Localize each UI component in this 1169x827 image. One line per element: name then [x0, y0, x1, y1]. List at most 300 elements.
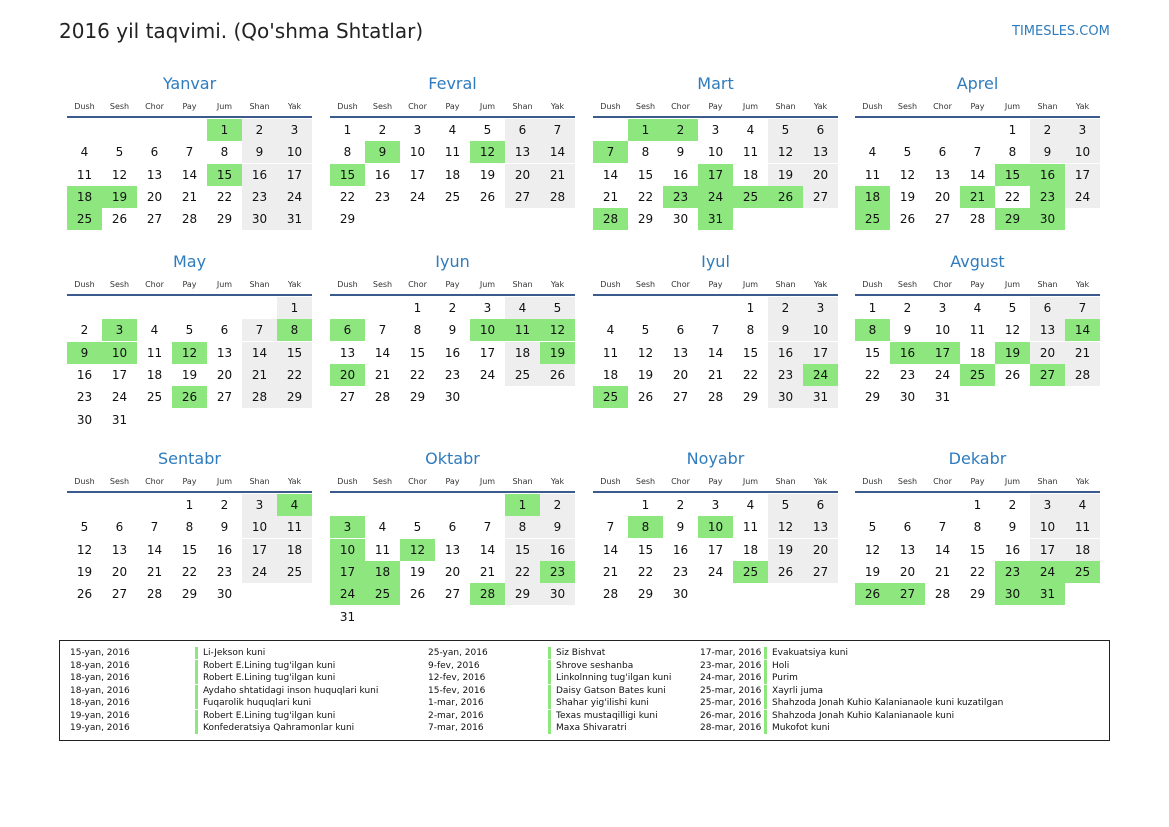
day-cell: 27 — [111, 587, 128, 602]
legend-row — [70, 722, 450, 734]
holiday-day-cell: 6 — [330, 319, 365, 341]
day-cell: 26 — [409, 587, 426, 602]
day-cell: 21 — [707, 367, 724, 382]
day-cell: 20 — [216, 367, 233, 382]
day-cell: 1 — [413, 301, 422, 315]
day-cell: 5 — [768, 119, 803, 141]
day-cell: 14 — [602, 167, 619, 182]
day-cell: 12 — [1004, 323, 1021, 338]
day-cell: 30 — [216, 587, 233, 602]
month-name: May — [172, 252, 207, 271]
day-cell: 27 — [505, 186, 540, 208]
day-cell: 8 — [413, 323, 422, 338]
holiday-day-cell: 25 — [733, 186, 768, 208]
day-cell: 3 — [711, 498, 720, 512]
month-name: Fevral — [428, 74, 477, 93]
day-cell: 28 — [969, 212, 986, 227]
day-cell: 19 — [479, 167, 496, 182]
day-cell: 23 — [216, 564, 233, 579]
holiday-name: Fuqarolik huquqlari kuni — [203, 698, 312, 708]
day-cell: 27 — [934, 212, 951, 227]
weekday-label: Sesh — [372, 280, 393, 289]
weekday-label: Chor — [933, 280, 952, 289]
holiday-day-cell: 20 — [330, 364, 365, 386]
weekday-label: Dush — [337, 477, 358, 486]
day-cell: 28 — [934, 587, 951, 602]
day-cell: 23 — [76, 390, 93, 405]
weekday-label: Shan — [512, 477, 533, 486]
month-name: Aprel — [956, 74, 999, 93]
weekday-header — [855, 102, 1100, 114]
day-cell: 22 — [339, 189, 356, 204]
day-cell: 1 — [868, 301, 877, 315]
holiday-date: 25-mar, 2016 — [700, 685, 762, 696]
month-rule — [855, 491, 1100, 493]
day-cell: 20 — [1030, 342, 1065, 364]
holiday-date: 15-yan, 2016 — [70, 648, 130, 658]
holiday-day-cell: 25 — [855, 208, 890, 230]
weekday-label: Pay — [445, 477, 460, 486]
day-cell: 13 — [339, 345, 356, 360]
holiday-day-cell: 9 — [67, 342, 102, 364]
weekday-header — [67, 280, 312, 292]
weekday-label: Jum — [479, 477, 496, 486]
day-cell: 6 — [676, 323, 685, 338]
day-cell: 28 — [602, 587, 619, 602]
weekday-label: Jum — [742, 280, 759, 289]
day-cell: 3 — [711, 123, 720, 137]
day-cell: 30 — [76, 412, 93, 427]
day-cell: 31 — [803, 386, 838, 408]
holiday-day-cell: 25 — [593, 386, 628, 408]
brand-link[interactable]: TIMESLES.COM — [1012, 24, 1110, 39]
day-cell: 10 — [1030, 516, 1065, 538]
day-cell: 19 — [181, 367, 198, 382]
weekday-label: Shan — [775, 102, 796, 111]
month-rule — [855, 294, 1100, 296]
day-cell: 7 — [483, 520, 492, 535]
day-cell: 14 — [934, 542, 951, 557]
weekday-label: Jum — [742, 102, 759, 111]
day-cell: 20 — [505, 164, 540, 186]
weekday-label: Chor — [145, 477, 164, 486]
weekday-label: Dush — [74, 477, 95, 486]
holiday-day-cell: 24 — [1030, 561, 1065, 583]
weekday-label: Jum — [742, 477, 759, 486]
holiday-name: Konfederatsiya Qahramonlar kuni — [203, 723, 355, 733]
holiday-day-cell: 27 — [890, 583, 925, 605]
weekday-label: Sesh — [635, 102, 656, 111]
day-cell: 8 — [973, 520, 982, 535]
legend-row — [70, 672, 450, 684]
holiday-day-cell: 12 — [470, 141, 505, 163]
holiday-day-cell: 26 — [855, 583, 890, 605]
day-cell: 20 — [444, 564, 461, 579]
day-cell: 4 — [746, 498, 755, 512]
holiday-marker — [548, 647, 551, 659]
weekday-label: Chor — [671, 477, 690, 486]
day-cell: 20 — [672, 367, 689, 382]
weekday-label: Yak — [550, 102, 565, 111]
holiday-day-cell: 23 — [540, 561, 575, 583]
holiday-day-cell: 10 — [330, 539, 365, 561]
weekday-label: Shan — [775, 477, 796, 486]
day-cell: 13 — [803, 516, 838, 538]
weekday-label: Yak — [287, 280, 302, 289]
holiday-day-cell: 8 — [628, 516, 663, 538]
holiday-marker — [764, 710, 767, 722]
holiday-day-cell: 26 — [768, 186, 803, 208]
day-cell: 25 — [277, 561, 312, 583]
day-cell: 23 — [374, 189, 391, 204]
day-cell: 17 — [1030, 539, 1065, 561]
day-cell: 12 — [768, 516, 803, 538]
day-cell: 30 — [540, 583, 575, 605]
weekday-label: Yak — [550, 280, 565, 289]
day-cell: 22 — [181, 564, 198, 579]
holiday-day-cell: 29 — [995, 208, 1030, 230]
day-cell: 21 — [146, 564, 163, 579]
day-cell: 3 — [242, 494, 277, 516]
day-cell: 21 — [242, 364, 277, 386]
day-cell: 9 — [448, 323, 457, 338]
legend-row — [70, 685, 450, 697]
day-cell: 3 — [483, 301, 492, 315]
day-cell: 8 — [746, 323, 755, 338]
holiday-marker — [195, 697, 198, 709]
day-cell: 26 — [540, 364, 575, 386]
day-cell: 6 — [115, 520, 124, 535]
day-cell: 9 — [676, 145, 685, 160]
day-cell: 3 — [1030, 494, 1065, 516]
day-cell: 6 — [448, 520, 457, 535]
day-cell: 22 — [637, 564, 654, 579]
holiday-day-cell: 15 — [207, 164, 242, 186]
day-cell: 17 — [409, 167, 426, 182]
day-cell: 5 — [641, 323, 650, 338]
day-cell: 9 — [768, 319, 803, 341]
weekday-label: Sesh — [109, 280, 130, 289]
day-cell: 29 — [637, 212, 654, 227]
day-cell: 4 — [606, 323, 615, 338]
day-cell: 25 — [146, 390, 163, 405]
day-cell: 28 — [374, 390, 391, 405]
holiday-day-cell: 17 — [925, 342, 960, 364]
day-cell: 11 — [864, 167, 881, 182]
day-cell: 15 — [742, 345, 759, 360]
weekday-label: Chor — [933, 477, 952, 486]
month-rule — [67, 294, 312, 296]
day-cell: 21 — [1065, 342, 1100, 364]
day-cell: 6 — [803, 119, 838, 141]
day-cell: 12 — [637, 345, 654, 360]
holiday-day-cell: 16 — [1030, 164, 1065, 186]
day-cell: 24 — [111, 390, 128, 405]
holiday-marker — [195, 647, 198, 659]
day-cell: 30 — [444, 390, 461, 405]
day-cell: 4 — [378, 520, 387, 535]
day-cell: 13 — [934, 167, 951, 182]
holiday-name: Shrove seshanba — [556, 660, 634, 671]
legend-row — [700, 722, 1080, 734]
weekday-label: Pay — [182, 477, 197, 486]
holiday-day-cell: 26 — [172, 386, 207, 408]
holiday-date: 17-mar, 2016 — [700, 648, 762, 658]
day-cell: 18 — [1065, 539, 1100, 561]
holiday-name: Texas mustaqilligi kuni — [556, 710, 658, 721]
holiday-name: Evakuatsiya kuni — [772, 648, 848, 658]
day-cell: 18 — [146, 367, 163, 382]
holiday-date: 23-mar, 2016 — [700, 660, 762, 671]
weekday-label: Sesh — [109, 477, 130, 486]
weekday-label: Shan — [1037, 477, 1058, 486]
weekday-label: Chor — [671, 280, 690, 289]
day-cell: 5 — [1008, 301, 1017, 315]
day-cell: 14 — [479, 542, 496, 557]
weekday-label: Dush — [862, 102, 883, 111]
holiday-day-cell: 3 — [330, 516, 365, 538]
day-cell: 7 — [1065, 297, 1100, 319]
holiday-day-cell: 15 — [995, 164, 1030, 186]
weekday-label: Chor — [145, 280, 164, 289]
weekday-label: Sesh — [897, 477, 918, 486]
holiday-name: Shahzoda Jonah Kuhio Kalanianaole kuni kuzatilgan — [772, 698, 1004, 708]
day-cell: 6 — [1030, 297, 1065, 319]
day-cell: 10 — [934, 323, 951, 338]
month-rule — [330, 491, 575, 493]
holiday-date: 9-fev, 2016 — [428, 660, 480, 671]
holiday-day-cell: 23 — [995, 561, 1030, 583]
holiday-name: Robert E.Lining tug'ilgan kuni — [203, 710, 336, 721]
day-cell: 11 — [1065, 516, 1100, 538]
holiday-day-cell: 25 — [1065, 561, 1100, 583]
holiday-day-cell: 8 — [277, 319, 312, 341]
holiday-day-cell: 3 — [102, 319, 137, 341]
day-cell: 10 — [803, 319, 838, 341]
day-cell: 28 — [1065, 364, 1100, 386]
holiday-marker — [195, 672, 198, 684]
day-cell: 19 — [864, 564, 881, 579]
holiday-day-cell: 25 — [960, 364, 995, 386]
day-cell: 15 — [409, 345, 426, 360]
day-cell: 15 — [637, 167, 654, 182]
day-cell: 1 — [277, 297, 312, 319]
holiday-date: 19-yan, 2016 — [70, 710, 130, 721]
day-cell: 17 — [707, 542, 724, 557]
holiday-day-cell: 1 — [207, 119, 242, 141]
day-cell: 22 — [742, 367, 759, 382]
day-cell: 16 — [216, 542, 233, 557]
day-cell: 15 — [637, 542, 654, 557]
holiday-day-cell: 19 — [540, 342, 575, 364]
weekday-label: Pay — [445, 280, 460, 289]
holiday-day-cell: 19 — [995, 342, 1030, 364]
holiday-marker — [764, 697, 767, 709]
holiday-day-cell: 25 — [67, 208, 102, 230]
day-cell: 11 — [742, 520, 759, 535]
day-cell: 13 — [1030, 319, 1065, 341]
day-cell: 30 — [672, 212, 689, 227]
legend-row — [70, 647, 450, 659]
weekday-label: Pay — [708, 280, 723, 289]
day-cell: 18 — [742, 542, 759, 557]
weekday-label: Pay — [182, 280, 197, 289]
weekday-label: Chor — [145, 102, 164, 111]
day-cell: 30 — [672, 587, 689, 602]
day-cell: 17 — [277, 164, 312, 186]
weekday-header — [67, 477, 312, 489]
holiday-name: Daisy Gatson Bates kuni — [556, 685, 666, 696]
day-cell: 22 — [637, 189, 654, 204]
day-cell: 20 — [803, 164, 838, 186]
day-cell: 13 — [111, 542, 128, 557]
legend-row — [700, 697, 1080, 709]
weekday-label: Jum — [216, 280, 233, 289]
holiday-day-cell: 9 — [365, 141, 400, 163]
day-cell: 17 — [242, 539, 277, 561]
day-cell: 31 — [339, 609, 356, 624]
day-cell: 19 — [76, 564, 93, 579]
holiday-date: 12-fev, 2016 — [428, 673, 486, 683]
holiday-day-cell: 2 — [663, 119, 698, 141]
holiday-day-cell: 17 — [698, 164, 733, 186]
day-cell: 24 — [242, 561, 277, 583]
day-cell: 24 — [277, 186, 312, 208]
holiday-marker — [548, 685, 551, 697]
day-cell: 13 — [146, 167, 163, 182]
legend-row — [700, 660, 1080, 672]
day-cell: 26 — [637, 390, 654, 405]
day-cell: 23 — [768, 364, 803, 386]
day-cell: 25 — [505, 364, 540, 386]
day-cell: 16 — [672, 167, 689, 182]
holiday-marker — [195, 660, 198, 672]
holiday-marker — [764, 672, 767, 684]
day-cell: 16 — [76, 367, 93, 382]
day-cell: 16 — [672, 542, 689, 557]
month-name: Oktabr — [425, 449, 480, 468]
day-cell: 12 — [864, 542, 881, 557]
day-cell: 19 — [768, 539, 803, 561]
day-cell: 11 — [277, 516, 312, 538]
month-rule — [855, 116, 1100, 118]
weekday-label: Dush — [862, 280, 883, 289]
weekday-label: Dush — [337, 102, 358, 111]
day-cell: 15 — [277, 342, 312, 364]
holiday-day-cell: 24 — [803, 364, 838, 386]
day-cell: 16 — [444, 345, 461, 360]
day-cell: 2 — [540, 494, 575, 516]
day-cell: 3 — [277, 119, 312, 141]
day-cell: 9 — [540, 516, 575, 538]
holiday-day-cell: 31 — [1030, 583, 1065, 605]
day-cell: 28 — [181, 212, 198, 227]
day-cell: 11 — [146, 345, 163, 360]
weekday-label: Jum — [1004, 280, 1021, 289]
month-rule — [593, 116, 838, 118]
day-cell: 11 — [374, 542, 391, 557]
weekday-label: Shan — [1037, 280, 1058, 289]
day-cell: 31 — [934, 390, 951, 405]
holiday-day-cell: 23 — [663, 186, 698, 208]
day-cell: 10 — [1065, 141, 1100, 163]
day-cell: 30 — [768, 386, 803, 408]
holiday-name: Li-Jekson kuni — [203, 648, 266, 658]
weekday-label: Shan — [512, 102, 533, 111]
weekday-label: Shan — [775, 280, 796, 289]
day-cell: 14 — [374, 345, 391, 360]
holiday-day-cell: 24 — [698, 186, 733, 208]
weekday-label: Dush — [337, 280, 358, 289]
month-name: Sentabr — [158, 449, 221, 468]
weekday-label: Jum — [1004, 102, 1021, 111]
day-cell: 8 — [343, 145, 352, 160]
holiday-name: Purim — [772, 673, 798, 683]
day-cell: 21 — [181, 189, 198, 204]
day-cell: 14 — [707, 345, 724, 360]
holiday-date: 25-yan, 2016 — [428, 648, 488, 658]
weekday-label: Shan — [249, 102, 270, 111]
holiday-day-cell: 8 — [855, 319, 890, 341]
day-cell: 28 — [242, 386, 277, 408]
day-cell: 7 — [973, 145, 982, 160]
legend-row — [70, 710, 450, 722]
holiday-marker — [764, 722, 767, 734]
weekday-label: Sesh — [372, 102, 393, 111]
month-name: Iyun — [435, 252, 470, 271]
weekday-label: Chor — [408, 280, 427, 289]
day-cell: 11 — [742, 145, 759, 160]
day-cell: 25 — [444, 189, 461, 204]
day-cell: 29 — [969, 587, 986, 602]
holiday-date: 25-mar, 2016 — [700, 698, 762, 708]
holiday-day-cell: 12 — [400, 539, 435, 561]
day-cell: 24 — [707, 564, 724, 579]
day-cell: 2 — [448, 301, 457, 315]
holiday-day-cell: 23 — [1030, 186, 1065, 208]
day-cell: 19 — [409, 564, 426, 579]
holiday-marker — [195, 710, 198, 722]
weekday-label: Sesh — [372, 477, 393, 486]
holiday-day-cell: 12 — [172, 342, 207, 364]
day-cell: 26 — [76, 587, 93, 602]
day-cell: 18 — [969, 345, 986, 360]
day-cell: 22 — [969, 564, 986, 579]
holiday-name: Linkolnning tug'ilgan kuni — [556, 673, 672, 683]
day-cell: 4 — [80, 145, 89, 160]
day-cell: 26 — [899, 212, 916, 227]
holiday-marker — [195, 685, 198, 697]
holiday-marker — [195, 722, 198, 734]
day-cell: 12 — [111, 167, 128, 182]
day-cell: 2 — [676, 498, 685, 512]
holiday-name: Robert E.Lining tug'ilgan kuni — [203, 660, 336, 671]
day-cell: 1 — [973, 498, 982, 512]
day-cell: 29 — [637, 587, 654, 602]
day-cell: 29 — [277, 386, 312, 408]
day-cell: 22 — [277, 364, 312, 386]
day-cell: 5 — [483, 123, 492, 137]
day-cell: 4 — [1065, 494, 1100, 516]
holiday-date: 24-mar, 2016 — [700, 673, 762, 683]
weekday-label: Shan — [512, 280, 533, 289]
holiday-marker — [764, 685, 767, 697]
holiday-name: Aydaho shtatidagi inson huquqlari kuni — [203, 685, 379, 696]
weekday-label: Dush — [74, 280, 95, 289]
day-cell: 21 — [540, 164, 575, 186]
weekday-label: Sesh — [109, 102, 130, 111]
day-cell: 6 — [938, 145, 947, 160]
